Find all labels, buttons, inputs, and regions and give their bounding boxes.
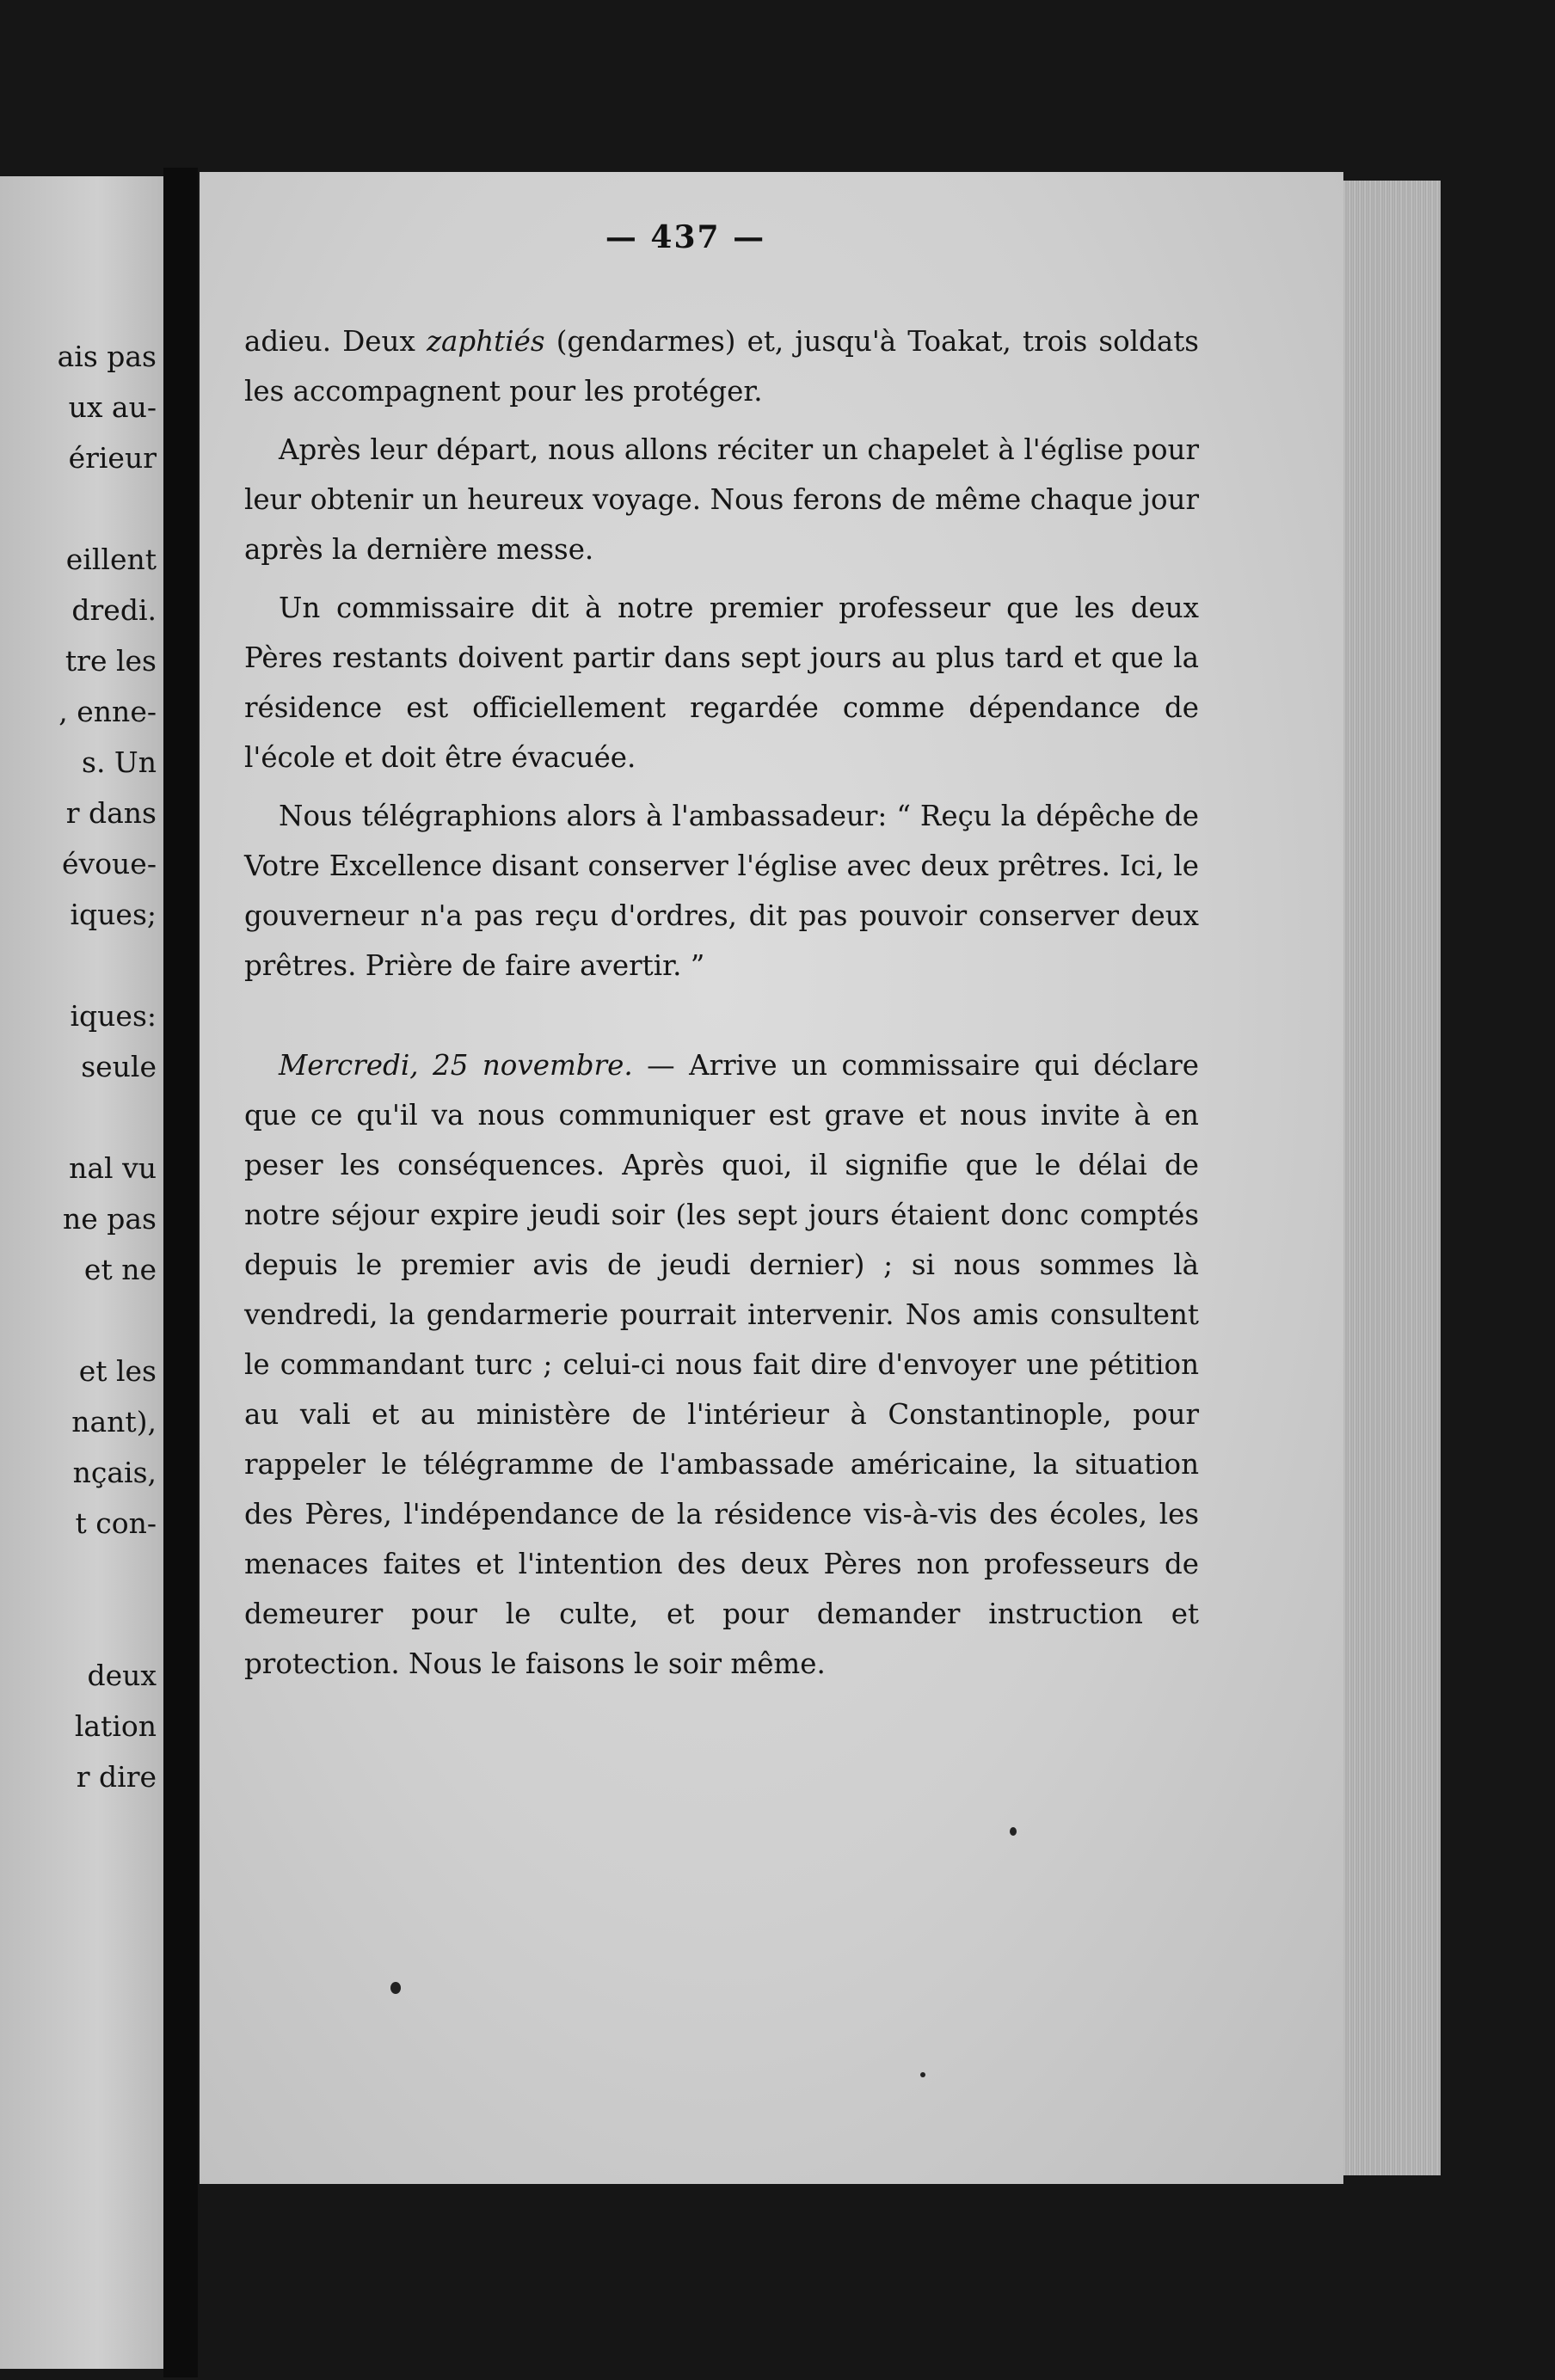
ink-speck: [920, 2072, 925, 2077]
paragraph-text: Un commissaire dit à notre premier professeur que les deux Pères restants doivent partir dans sept jours au plus tard et que la résidence est officiellement regardée comme dépendance de l'école et doit être évacuée.: [244, 592, 1199, 774]
paragraph-text: — Arrive un commissaire qui déclare que ce qu'il va nous communiquer est grave et nous invite à en peser les conséquences. Après quoi, il signifie que le délai de notre séjour expire jeudi soir (les sept jours étaient donc comptés depuis le premier avis de jeudi dernier) ; si nous sommes là vendredi, la gendarmerie pourrait intervenir. Nos amis consultent le commandant turc ; celui-ci nous fait dire d'envoyer une pétition au vali et au ministère de l'intérieur à Constantinople, pour rappeler le télégramme de l'ambassade américaine, la situation des Pères, l'indépendance de la résidence vis-à-vis des écoles, les menaces faites et l'intention des deux Pères non professeurs de demeurer pour le culte, et pour demander instruction et protection. Nous le faisons le soir même.: [244, 1049, 1199, 1680]
left-page-line: eillent: [65, 543, 157, 576]
left-page-line: t con-: [75, 1506, 157, 1540]
left-page-line: évoue-: [62, 847, 157, 880]
paragraph: [244, 316, 1199, 416]
left-page-line: r dire: [76, 1760, 157, 1794]
paragraph-text: (gendarmes) et, jusqu'à Toakat, trois soldats les accompagnent pour les protéger.: [244, 325, 1199, 408]
paragraph-text: Nous télégraphions alors à l'ambassadeur: “ Reçu la dépêche de Votre Excellence disant conserver l'église avec deux prêtres. Ici, le gouverneur n'a pas reçu d'ordres, dit pas pouvoir conserver deux prêtres. Prière de faire avertir. ”: [244, 800, 1199, 982]
left-page-line: iques:: [70, 999, 157, 1033]
left-page-line: érieur: [68, 441, 157, 475]
left-page-line: ne pas: [62, 1202, 157, 1236]
paragraph-italic: Mercredi, 25 novembre.: [279, 1049, 633, 1082]
paragraph: [244, 583, 1199, 782]
page-number: — 437 —: [605, 219, 766, 255]
ink-speck: [1010, 1827, 1017, 1836]
page-edge-stack: [1337, 181, 1441, 2175]
left-page-line: r dans: [65, 796, 157, 830]
paragraph-text: adieu. Deux: [244, 325, 427, 358]
left-page-fragment: [0, 176, 163, 2369]
paragraph-italic: zaphtiés: [426, 325, 545, 358]
left-page-line: iques;: [70, 898, 157, 931]
paragraph: [244, 425, 1199, 574]
paragraph: [244, 1040, 1199, 1689]
ink-speck: [390, 1982, 401, 1994]
book-page: [200, 172, 1343, 2184]
book-gutter: [163, 168, 198, 2377]
left-page-line: ais pas: [57, 340, 157, 373]
left-page-line: et ne: [83, 1253, 157, 1286]
left-page-line: tre les: [65, 644, 157, 678]
left-page-line: et les: [78, 1354, 157, 1388]
left-page-line: , enne-: [58, 695, 157, 728]
left-page-line: deux: [87, 1659, 157, 1692]
paragraph: [244, 791, 1199, 991]
left-page-line: seule: [81, 1050, 157, 1083]
left-page-line: nant),: [71, 1405, 157, 1438]
left-page-line: ux au-: [68, 390, 157, 424]
left-page-line: lation: [74, 1709, 157, 1743]
left-page-line: nal vu: [69, 1151, 157, 1185]
left-page-line: dredi.: [71, 593, 157, 627]
page-body: [244, 316, 1199, 1697]
paragraph-text: Après leur départ, nous allons réciter un chapelet à l'église pour leur obtenir un heureux voyage. Nous ferons de même chaque jour après la dernière messe.: [244, 433, 1199, 566]
left-page-line: s. Un: [82, 745, 157, 779]
left-page-line: nçais,: [72, 1456, 157, 1489]
